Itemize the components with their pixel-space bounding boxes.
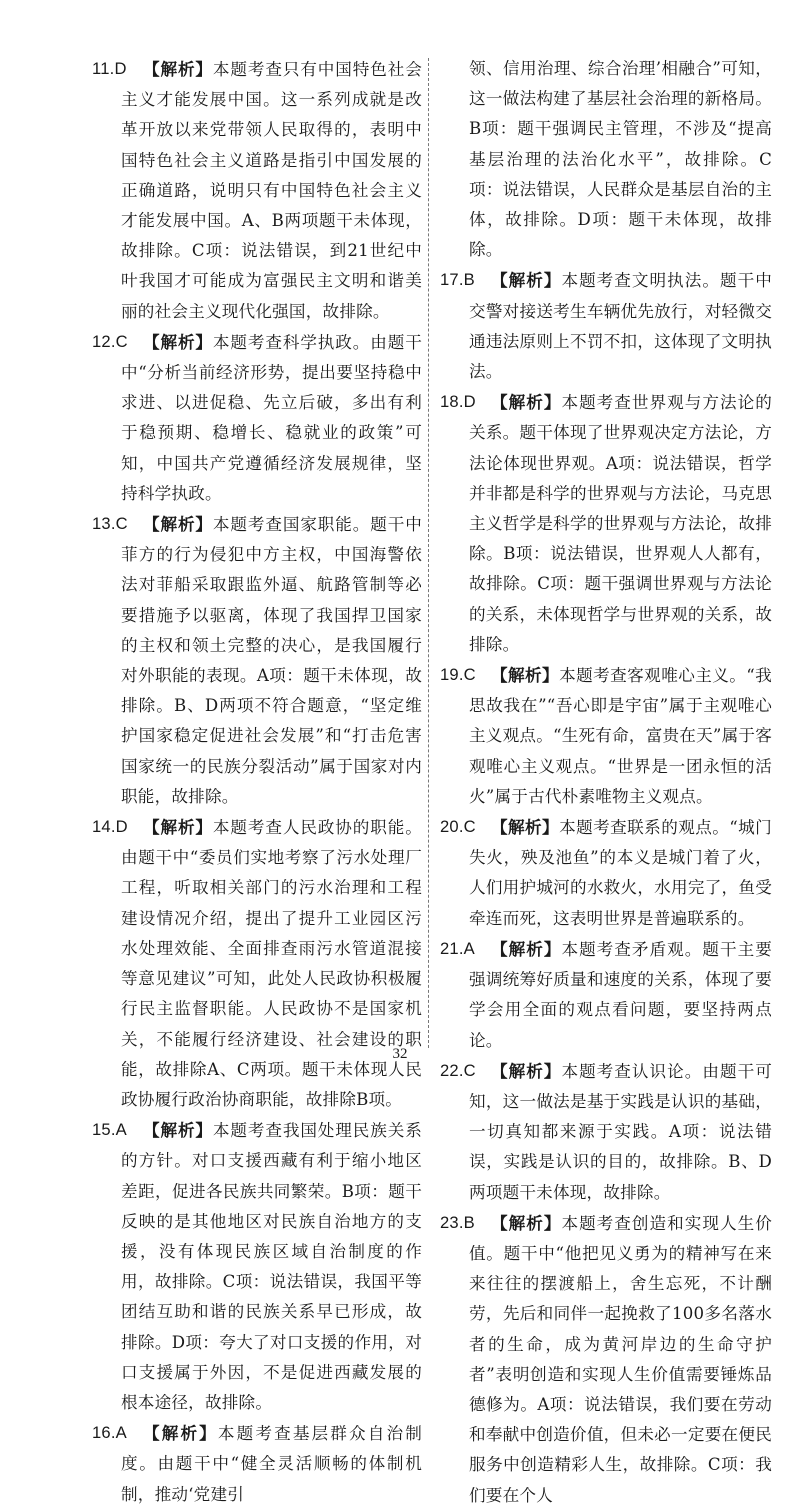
explanation-body: 本题考查基层群众自治制度。由题干中“健全灵活顺畅的体制机制，推动‘党建引 [121, 1424, 422, 1504]
answer-letter: A [463, 938, 475, 958]
question-number: 15. [92, 1120, 116, 1140]
question-number: 13. [92, 514, 116, 534]
explanation-body: 本题考查文明执法。题干中交警对接送考生车辆优先放行，对轻微交通违法原则上不罚不扣，这体现了文明执法。 [469, 271, 772, 382]
answer-letter: D [115, 817, 128, 837]
question-number: 23. [440, 1212, 464, 1232]
answer-item [440, 934, 772, 1056]
question-label [440, 387, 476, 417]
answer-item [92, 327, 422, 509]
analysis-tag: 【解析】 [491, 817, 560, 838]
answer-letter: C [115, 514, 128, 534]
answer-item [440, 265, 772, 387]
right-column [440, 54, 772, 1511]
explanation-body: 领、信用治理、综合治理’相融合”可知，这一做法构建了基层社会治理的新格局。B项：题干强调民主管理，不涉及“提高基层治理的法治化水平”，故排除。C项：说法错误，人民群众是基层自治的主体，故排除。D项：题干未体现，故排除。 [469, 59, 772, 260]
question-number: 14. [92, 817, 116, 837]
analysis-tag: 【解析】 [491, 1060, 562, 1081]
explanation-text [121, 812, 422, 1115]
explanation-body: 本题考查人民政协的职能。由题干中“委员们实地考察了污水处理厂工程，听取相关部门的污水治理和工程建设情况介绍，提出了提升工业园区污水处理效能、全面排查雨污水管道混接等意见建议”可知，此处人民政协积极履行民主监督职能。人民政协不是国家机关，不能履行经济建设、社会建设的职能，故排除A、C两项。题干未体现人民政协履行政治协商职能，故排除B项。 [121, 818, 422, 1109]
explanation-body: 本题考查矛盾观。题干主要强调统筹好质量和速度的关系，体现了要学会用全面的观点看问题，要坚持两点论。 [469, 939, 772, 1050]
explanation-text [121, 327, 422, 509]
answer-letter: D [114, 59, 127, 78]
question-number: 17. [440, 270, 464, 290]
analysis-tag: 【解析】 [143, 514, 213, 535]
answer-item [92, 1418, 422, 1510]
column-divider [428, 58, 429, 1048]
analysis-tag: 【解析】 [491, 938, 562, 959]
explanation-body: 本题考查创造和实现人生价值。题干中“他把见义勇为的精神写在来来往往的摆渡船上，舍生忘死，不计酬劳，先后和同伴一起挽救了100多名落水者的生命，成为黄河岸边的生命守护者”表明创造和实现人生价值需要锤炼品德修为。A项：说法错误，我们要在劳动和奉献中创造价值，但未必一定要在便民服务中创造精彩人生，故排除。C项：我们要在个人 [469, 1213, 772, 1505]
analysis-tag: 【解析】 [143, 1120, 213, 1141]
answer-letter: C [463, 817, 476, 837]
answer-letter: B [463, 270, 475, 290]
answer-letter: C [115, 331, 128, 351]
answer-item [440, 1208, 772, 1511]
question-number: 18. [440, 392, 464, 412]
answer-item [440, 387, 772, 660]
analysis-tag: 【解析】 [143, 331, 213, 352]
page-number: 32 [392, 1046, 408, 1062]
answer-letter: C [463, 665, 476, 685]
explanation-body: 本题考查世界观与方法论的关系。题干体现了世界观决定方法论，方法论体现世界观。A项：说法错误，哲学并非都是科学的世界观与方法论，马克思主义哲学是科学的世界观与方法论，故排除。B项：说法错误，世界观人人都有，故排除。C项：题干强调世界观与方法论的关系，未体现哲学与世界观的关系，故排除。 [469, 393, 772, 654]
question-label [92, 1115, 127, 1145]
analysis-tag: 【解析】 [143, 817, 213, 838]
analysis-tag: 【解析】 [143, 1423, 218, 1444]
analysis-tag: 【解析】 [491, 270, 562, 291]
explanation-body: 本题考查联系的观点。“城门失火，殃及池鱼”的本义是城门着了火，人们用护城河的水救火，水用完了，鱼受牵连而死，这表明世界是普遍联系的。 [469, 818, 772, 928]
question-label [92, 812, 128, 842]
answer-letter: A [115, 1423, 127, 1443]
analysis-tag: 【解析】 [491, 665, 560, 686]
answer-letter: B [463, 1212, 475, 1232]
explanation-text [121, 1418, 422, 1510]
answer-letter: D [463, 392, 476, 412]
explanation-text [469, 265, 772, 387]
answer-letter: C [463, 1060, 476, 1080]
explanation-body: 本题考查国家职能。题干中菲方的行为侵犯中方主权，中国海警依法对菲船采取跟监外逼、航路管制等必要措施予以驱离，体现了我国捍卫国家的主权和领土完整的决心，是我国履行对外职能的表现。A项：题干未体现，故排除。B、D两项不符合题意，“坚定维护国家稳定促进社会发展”和“打击危害国家统一的民族分裂活动”属于国家对内职能，故排除。 [121, 515, 422, 806]
answer-item [440, 660, 772, 812]
analysis-tag: 【解析】 [491, 392, 562, 413]
question-number: 16. [92, 1423, 116, 1443]
question-label [440, 812, 476, 842]
question-label [440, 1208, 475, 1238]
question-number: 19. [440, 665, 464, 685]
explanation-text [121, 54, 422, 327]
explanation-body: 本题考查科学执政。由题干中“分析当前经济形势，提出要坚持稳中求进、以进促稳、先立后破，多出有利于稳预期、稳增长、稳就业的政策”可知，中国共产党遵循经济发展规律，坚持科学执政。 [121, 332, 422, 503]
question-label [440, 660, 476, 690]
explanation-text [469, 660, 772, 812]
question-number: 21. [440, 938, 464, 958]
question-number: 22. [440, 1060, 464, 1080]
explanation-body: 本题考查我国处理民族关系的方针。对口支援西藏有利于缩小地区差距，促进各民族共同繁荣。B项：题干反映的是其他地区对民族自治地方的支援，没有体现民族区域自治制度的作用，故排除。C项：说法错误，我国平等团结互助和谐的民族关系早已形成，故排除。D项：夸大了对口支援的作用，对口支援属于外因，不是促进西藏发展的根本途径，故排除。 [121, 1121, 422, 1412]
answer-item [92, 1115, 422, 1418]
analysis-tag: 【解析】 [143, 59, 213, 79]
left-column [92, 54, 422, 1510]
question-label [440, 265, 475, 295]
answer-item [92, 54, 422, 327]
question-number: 20. [440, 817, 464, 837]
explanation-body: 本题考查只有中国特色社会主义才能发展中国。这一系列成就是改革开放以来党带领人民取得的，表明中国特色社会主义道路是指引中国发展的正确道路，说明只有中国特色社会主义才能发展中国。A、B两项题干未体现，故排除。C项：说法错误，到21世纪中叶我国才可能成为富强民主文明和谐美丽的社会主义现代化强国，故排除。 [121, 60, 422, 321]
question-label [92, 327, 128, 357]
answer-item [440, 54, 772, 265]
question-number: 12. [92, 331, 116, 351]
explanation-body: 本题考查客观唯心主义。“我思故我在”“吾心即是宇宙”属于主观唯心主义观点。“生死有命，富贵在天”属于客观唯心主义观点。“世界是一团永恒的活火”属于古代朴素唯物主义观点。 [469, 666, 772, 806]
explanation-text [469, 387, 772, 660]
question-label [440, 934, 475, 964]
question-label [92, 1418, 127, 1448]
question-label [92, 509, 128, 539]
answer-item [92, 812, 422, 1115]
explanation-text [469, 934, 772, 1056]
analysis-tag: 【解析】 [491, 1212, 562, 1233]
explanation-text [469, 54, 772, 265]
question-label [92, 54, 127, 84]
answer-item [440, 812, 772, 934]
explanation-text [121, 509, 422, 812]
explanation-text [121, 1115, 422, 1418]
explanation-text [469, 1208, 772, 1511]
explanation-body: 本题考查认识论。由题干可知，这一做法是基于实践是认识的基础，一切真知都来源于实践。A项：说法错误，实践是认识的目的，故排除。B、D两项题干未体现，故排除。 [469, 1061, 772, 1202]
explanation-text [469, 812, 772, 934]
answer-item [92, 509, 422, 812]
question-number: 11. [92, 59, 115, 78]
answer-letter: A [115, 1120, 127, 1140]
